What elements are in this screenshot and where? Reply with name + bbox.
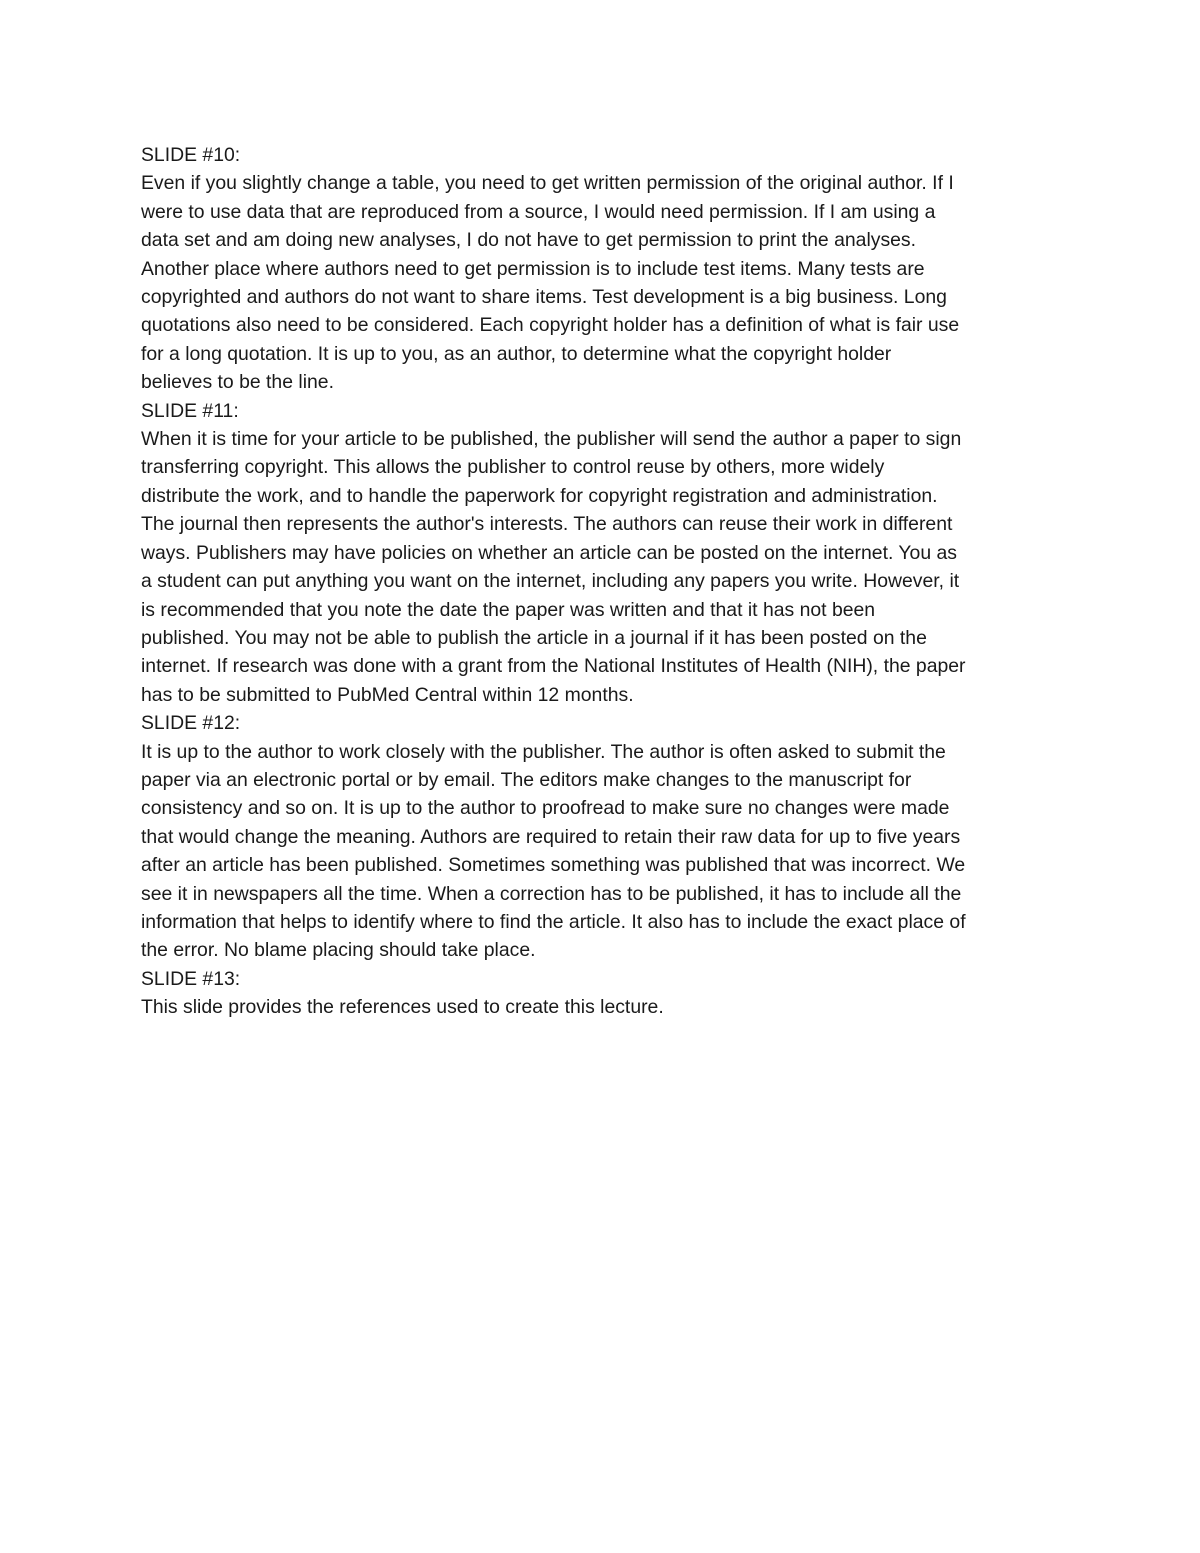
- text-line: copyrighted and authors do not want to share items. Test development is a big business. Long: [141, 286, 947, 309]
- text-line: after an article has been published. Sometimes something was published that was incorrect. We: [141, 854, 966, 877]
- text-line: distribute the work, and to handle the paperwork for copyright registration and administration.: [141, 484, 938, 507]
- text-line: is recommended that you note the date the paper was written and that it has not been: [141, 598, 876, 621]
- text-line: internet. If research was done with a grant from the National Institutes of Health (NIH), the paper: [141, 655, 966, 678]
- slide-heading: SLIDE #12:: [141, 712, 241, 735]
- text-line: The journal then represents the author's interests. The authors can reuse their work in different: [141, 513, 953, 536]
- text-line: that would change the meaning. Authors are required to retain their raw data for up to five years: [141, 825, 961, 848]
- slide-heading: SLIDE #10:: [141, 144, 241, 166]
- text-line: Another place where authors need to get permission is to include test items. Many tests are: [141, 257, 925, 280]
- slide-body: [141, 169, 1066, 396]
- text-line: has to be submitted to PubMed Central within 12 months.: [141, 683, 634, 706]
- text-line: information that helps to identify where to find the article. It also has to include the exact place of: [141, 910, 966, 933]
- text-line: see it in newspapers all the time. When a correction has to be published, it has to include all the: [141, 882, 962, 905]
- text-line: were to use data that are reproduced from a source, I would need permission. If I am using a: [141, 200, 936, 223]
- text-line: This slide provides the references used to create this lecture.: [141, 996, 664, 1019]
- slide-section-13: [141, 965, 1066, 1022]
- slide-section-10: [141, 141, 1066, 397]
- slide-heading: SLIDE #11:: [141, 399, 239, 422]
- text-line: It is up to the author to work closely with the publisher. The author is often asked to submit the: [141, 740, 946, 763]
- text-line: When it is time for your article to be published, the publisher will send the author a paper to sign: [141, 428, 962, 451]
- slide-section-12: [141, 709, 1066, 965]
- text-line: ways. Publishers may have policies on whether an article can be posted on the internet. You as: [141, 541, 957, 564]
- text-line: data set and am doing new analyses, I do not have to get permission to print the analyses.: [141, 229, 917, 252]
- text-line: for a long quotation. It is up to you, as an author, to determine what the copyright holder: [141, 342, 892, 365]
- text-line: believes to be the line.: [141, 371, 334, 394]
- slide-section-11: [141, 397, 1066, 709]
- document-content: [141, 141, 1066, 1022]
- text-line: the error. No blame placing should take place.: [141, 939, 536, 962]
- text-line: a student can put anything you want on the internet, including any papers you write. However, it: [141, 570, 960, 593]
- slide-heading: SLIDE #13:: [141, 967, 241, 990]
- text-line: Even if you slightly change a table, you need to get written permission of the original author. If I: [141, 172, 954, 195]
- slide-body: [141, 425, 1066, 709]
- text-line: quotations also need to be considered. Each copyright holder has a definition of what is fair use: [141, 314, 960, 337]
- text-line: transferring copyright. This allows the publisher to control reuse by others, more widely: [141, 456, 885, 479]
- text-line: published. You may not be able to publish the article in a journal if it has been posted on the: [141, 626, 927, 649]
- slide-body: [141, 993, 1066, 1021]
- text-line: paper via an electronic portal or by email. The editors make changes to the manuscript for: [141, 768, 912, 791]
- text-line: consistency and so on. It is up to the author to proofread to make sure no changes were made: [141, 797, 950, 820]
- slide-body: [141, 738, 1066, 965]
